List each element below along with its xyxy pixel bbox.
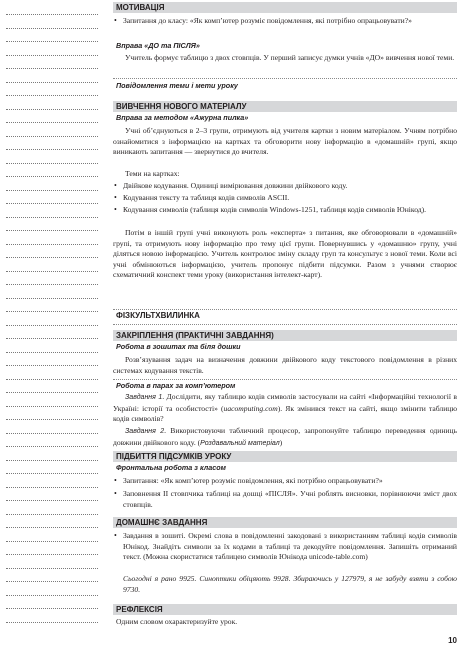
note-line — [6, 41, 98, 42]
note-line — [6, 392, 98, 393]
note-line — [6, 28, 98, 29]
note-line — [6, 55, 98, 56]
note-line — [6, 68, 98, 69]
note-line — [6, 176, 98, 177]
divider — [113, 379, 457, 380]
section-header-motivation — [113, 2, 457, 13]
note-line — [6, 406, 98, 407]
note-line — [6, 338, 98, 339]
section-title: ВИВЧЕННЯ НОВОГО МАТЕРІАЛУ — [116, 102, 247, 111]
note-line — [6, 230, 98, 231]
note-line — [6, 311, 98, 312]
section-title: ЗАКРІПЛЕННЯ (ПРАКТИЧНІ ЗАВДАННЯ) — [116, 331, 274, 340]
note-line — [6, 568, 98, 569]
note-line — [6, 136, 98, 137]
lesson-content — [113, 0, 457, 650]
page-number: 10 — [448, 636, 457, 645]
note-line — [6, 527, 98, 528]
note-line — [6, 244, 98, 245]
note-line — [6, 460, 98, 461]
note-line — [6, 257, 98, 258]
summary-question: • Запитання: «Як комп’ютер розуміє повідомлення, які потрібно опрацьовувати?» — [113, 476, 457, 487]
card-topic: • Двійкове кодування. Одиниці вимірювання довжини двійкового коду. — [113, 181, 457, 192]
task-2: Завдання 2. Використовуючи табличний процесор, запропонуйте таблицю переведення одиниць довжини двійкового коду. (Роздавальний матеріал) — [113, 426, 457, 447]
paragraph: Потім в іншій групі учні виконують роль «експерта» з питання, яке обговорювали в «домашній» групі, та отримують нову інформацію про тему цієї групи. Повернувшись у «домашню» групу, учні діляться новою інформацією. Учитель контролює зміну складу груп та консультує з нової теми. Коли всі учні обмінюються інформацією, учитель пропонує підбити підсумки. Разом з учнями створює схематичний конспект теми уроку (використання інтелект-карт). — [113, 228, 457, 280]
section-header-practice — [113, 330, 457, 341]
note-line — [6, 487, 98, 488]
note-line — [6, 298, 98, 299]
card-topic: • Кодування тексту та таблиця кодів символів ASCII. — [113, 193, 457, 204]
note-line — [6, 14, 98, 15]
note-line — [6, 500, 98, 501]
paragraph: Одним словом охарактеризуйте урок. — [116, 617, 238, 626]
note-line — [6, 284, 98, 285]
section-header-fizkult — [113, 310, 457, 321]
note-line — [6, 109, 98, 110]
encoded-message: Сьогодні я рано 9925. Синоптики обіцяють 9928. Збираючись у 127979, я не забуду взяти з собою 9730. — [123, 574, 457, 594]
note-line — [6, 433, 98, 434]
note-line — [6, 352, 98, 353]
note-line — [6, 419, 98, 420]
section-title: МОТИВАЦІЯ — [116, 3, 165, 12]
note-line — [6, 541, 98, 542]
note-line — [6, 554, 98, 555]
note-line — [6, 203, 98, 204]
note-line — [6, 95, 98, 96]
note-line — [6, 163, 98, 164]
paragraph: Учитель формує таблицю з двох стовпців. У перший записує думки учнів «ДО» вивчення нової теми. — [125, 53, 455, 62]
summary-item: • Заповнення II стовпчика таблиці на дошці «ПІСЛЯ». Учні роблять висновки, порівнюючи зміст двох стовпців. — [113, 489, 457, 510]
section-header-new-material — [113, 101, 457, 112]
paragraph: Учні об’єднуються в 2–3 групи, отримують від учителя картки з новим матеріалом. Учням потрібно ознайомитися з інформацією на картках та обговорити нову інформацію в «домашній» групі, якщо виникають запитання — звернутися до вчителя. — [113, 126, 457, 157]
section-header-homework — [113, 517, 457, 528]
note-line — [6, 190, 98, 191]
note-line — [6, 217, 98, 218]
note-line — [6, 122, 98, 123]
note-line — [6, 365, 98, 366]
divider — [113, 324, 457, 325]
cards-label: Теми на картках: — [125, 169, 180, 178]
note-line — [6, 149, 98, 150]
note-line — [6, 514, 98, 515]
note-line — [6, 379, 98, 380]
paragraph: Розв’язування задач на визначення довжини двійкового коду текстового повідомлення в різних системах кодування текстів. — [113, 355, 457, 375]
homework-task: • Завдання в зошиті. Окремі слова в повідомленні закодовані з використанням таблиці кодів символів Юнікод. Знайдіть символи за їх кодами в таблиці та декодуйте повідомлення. Запишіть отриманий текст. (Можна скористатися таблицею символів Юнікода unicode-table.com) — [113, 531, 457, 563]
note-line — [6, 595, 98, 596]
question-item: • Запитання до класу: «Як комп’ютер розуміє повідомлення, які потрібно опрацьовувати?» — [113, 16, 457, 27]
section-title: ДОМАШНЄ ЗАВДАННЯ — [116, 518, 208, 527]
subsection-title: Робота в парах за комп’ютером — [116, 381, 236, 390]
note-line — [6, 581, 98, 582]
note-line — [6, 473, 98, 474]
section-header-reflection — [113, 604, 457, 615]
note-line — [6, 271, 98, 272]
section-header-summary — [113, 451, 457, 462]
note-line — [6, 608, 98, 609]
subsection-title: Фронтальна робота з класом — [116, 463, 226, 472]
note-line — [6, 325, 98, 326]
section-title: РЕФЛЕКСІЯ — [116, 605, 163, 614]
section-title: ФІЗКУЛЬТХВИЛИНКА — [116, 311, 200, 320]
note-line — [6, 82, 98, 83]
divider — [113, 78, 457, 79]
subsection-title: Повідомлення теми і мети уроку — [116, 81, 238, 90]
subsection-title: Робота в зошитах та біля дошки — [116, 342, 241, 351]
method-title: Вправа за методом «Ажурна пилка» — [116, 113, 249, 122]
note-line — [6, 622, 98, 623]
exercise-title: Вправа «ДО та ПІСЛЯ» — [116, 41, 200, 50]
note-line — [6, 446, 98, 447]
notes-margin — [0, 0, 104, 650]
section-title: ПІДБИТТЯ ПІДСУМКІВ УРОКУ — [116, 452, 232, 461]
card-topic: • Кодування символів (таблиця кодів символів Windows-1251, таблиця кодів символів Юнікод). — [113, 205, 457, 216]
task-1: Завдання 1. Дослідити, яку таблицю кодів символів застосували на сайті «Інформаційні технології в Україні: історії та особистості» (uacomputing.com). Як змінився текст на сайті, якщо змінити таблицю кодів символів? — [113, 392, 457, 424]
